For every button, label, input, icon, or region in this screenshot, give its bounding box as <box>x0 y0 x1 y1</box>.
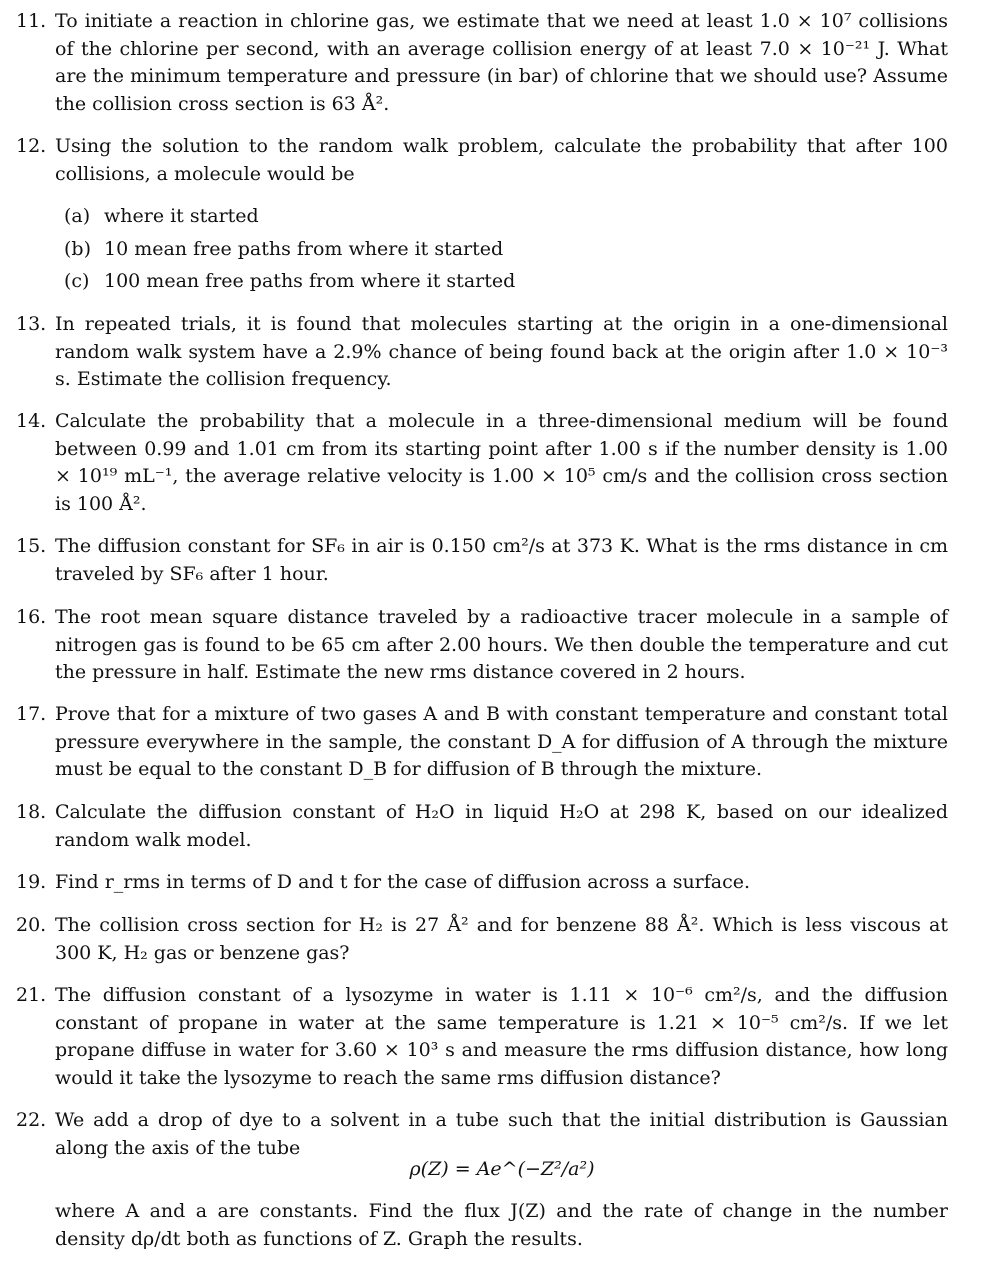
problem-16 <box>16 604 955 687</box>
problem-13 <box>16 311 955 394</box>
problem-22-continuation <box>16 1198 955 1253</box>
problem-number: 21. <box>16 984 47 1006</box>
problem-text: Prove that for a mixture of two gases A and B with constant temperature and constant total pressure everywhere in the sample, the constant D_A for diffusion of A through the mixture must be equal to the constant D_B for diffusion of B through the mixture. <box>55 703 955 780</box>
problem-text: The collision cross section for H₂ is 27 Å² and for benzene 88 Å². Which is less viscous at 300 K, H₂ gas or benzene gas? <box>55 914 955 964</box>
subpart-label: (a) <box>64 205 91 227</box>
problem-text: Using the solution to the random walk problem, calculate the probability that after 100 collisions, a molecule would be <box>55 135 955 185</box>
problem-17 <box>16 701 955 784</box>
problem-22 <box>16 1107 955 1162</box>
problem-text: The root mean square distance traveled by a radioactive tracer molecule in a sample of nitrogen gas is found to be 65 cm after 2.00 hours. We then double the temperature and cut the pressure in half. Estimate the new rms distance covered in 2 hours. <box>55 606 955 683</box>
problem-number: 12. <box>16 135 47 157</box>
gaussian-equation: ρ(Z) = Ae^(−Z²/a²) <box>409 1158 595 1180</box>
subpart-text: where it started <box>104 205 259 227</box>
problem-number: 22. <box>16 1109 47 1131</box>
problem-text: where A and a are constants. Find the flux J(Z) and the rate of change in the number density dρ/dt both as functions of Z. Graph the results. <box>55 1200 955 1250</box>
problem-number: 17. <box>16 703 47 725</box>
problem-text: Calculate the probability that a molecule in a three-dimensional medium will be found between 0.99 and 1.01 cm from its starting point after 1.00 s if the number density is 1.00 × 10¹⁹ mL⁻¹, the average relative velocity is 1.00 × 10⁵ cm/s and the collision cross section is 100 Å². <box>55 410 955 515</box>
problem-number: 20. <box>16 914 47 936</box>
problem-text: To initiate a reaction in chlorine gas, we estimate that we need at least 1.0 × 10⁷ collisions of the chlorine per second, with an average collision energy of at least 7.0 × 10⁻²¹ J. What are the minimum temperature and pressure (in bar) of chlorine that we should use? Assume the collision cross section is 63 Å². <box>55 10 955 115</box>
problem-number: 13. <box>16 313 47 335</box>
problem-15 <box>16 533 955 588</box>
subpart-label: (b) <box>64 238 91 260</box>
problem-text: The diffusion constant for SF₆ in air is 0.150 cm²/s at 373 K. What is the rms distance in cm traveled by SF₆ after 1 hour. <box>55 535 955 585</box>
subpart-b <box>64 236 503 264</box>
subpart-label: (c) <box>64 270 90 292</box>
problem-text: In repeated trials, it is found that molecules starting at the origin in a one-dimensional random walk system have a 2.9% chance of being found back at the origin after 1.0 × 10⁻³ s. Estimate the collision frequency. <box>55 313 955 390</box>
problem-21 <box>16 982 955 1092</box>
subpart-text: 100 mean free paths from where it started <box>104 270 516 292</box>
problem-number: 11. <box>16 10 47 32</box>
problem-20 <box>16 912 955 967</box>
problem-number: 19. <box>16 871 47 893</box>
problem-text: The diffusion constant of a lysozyme in water is 1.11 × 10⁻⁶ cm²/s, and the diffusion constant of propane in water at the same temperature is 1.21 × 10⁻⁵ cm²/s. If we let propane diffuse in water for 3.60 × 10³ s and measure the rms diffusion distance, how long would it take the lysozyme to reach the same rms diffusion distance? <box>55 984 955 1089</box>
problem-11 <box>16 8 955 118</box>
problem-text: We add a drop of dye to a solvent in a tube such that the initial distribution is Gaussian along the axis of the tube <box>55 1109 955 1159</box>
subpart-text: 10 mean free paths from where it started <box>104 238 504 260</box>
subpart-a <box>64 203 259 231</box>
problem-number: 15. <box>16 535 47 557</box>
problem-18 <box>16 799 955 854</box>
problem-number: 14. <box>16 410 47 432</box>
problem-text: Calculate the diffusion constant of H₂O in liquid H₂O at 298 K, based on our idealized random walk model. <box>55 801 955 851</box>
problem-12 <box>16 133 955 188</box>
problem-text: Find r_rms in terms of D and t for the case of diffusion across a surface. <box>55 871 751 893</box>
problem-number: 16. <box>16 606 47 628</box>
subpart-c <box>64 268 515 296</box>
problem-number: 18. <box>16 801 47 823</box>
problem-14 <box>16 408 955 518</box>
problem-19 <box>16 869 948 897</box>
